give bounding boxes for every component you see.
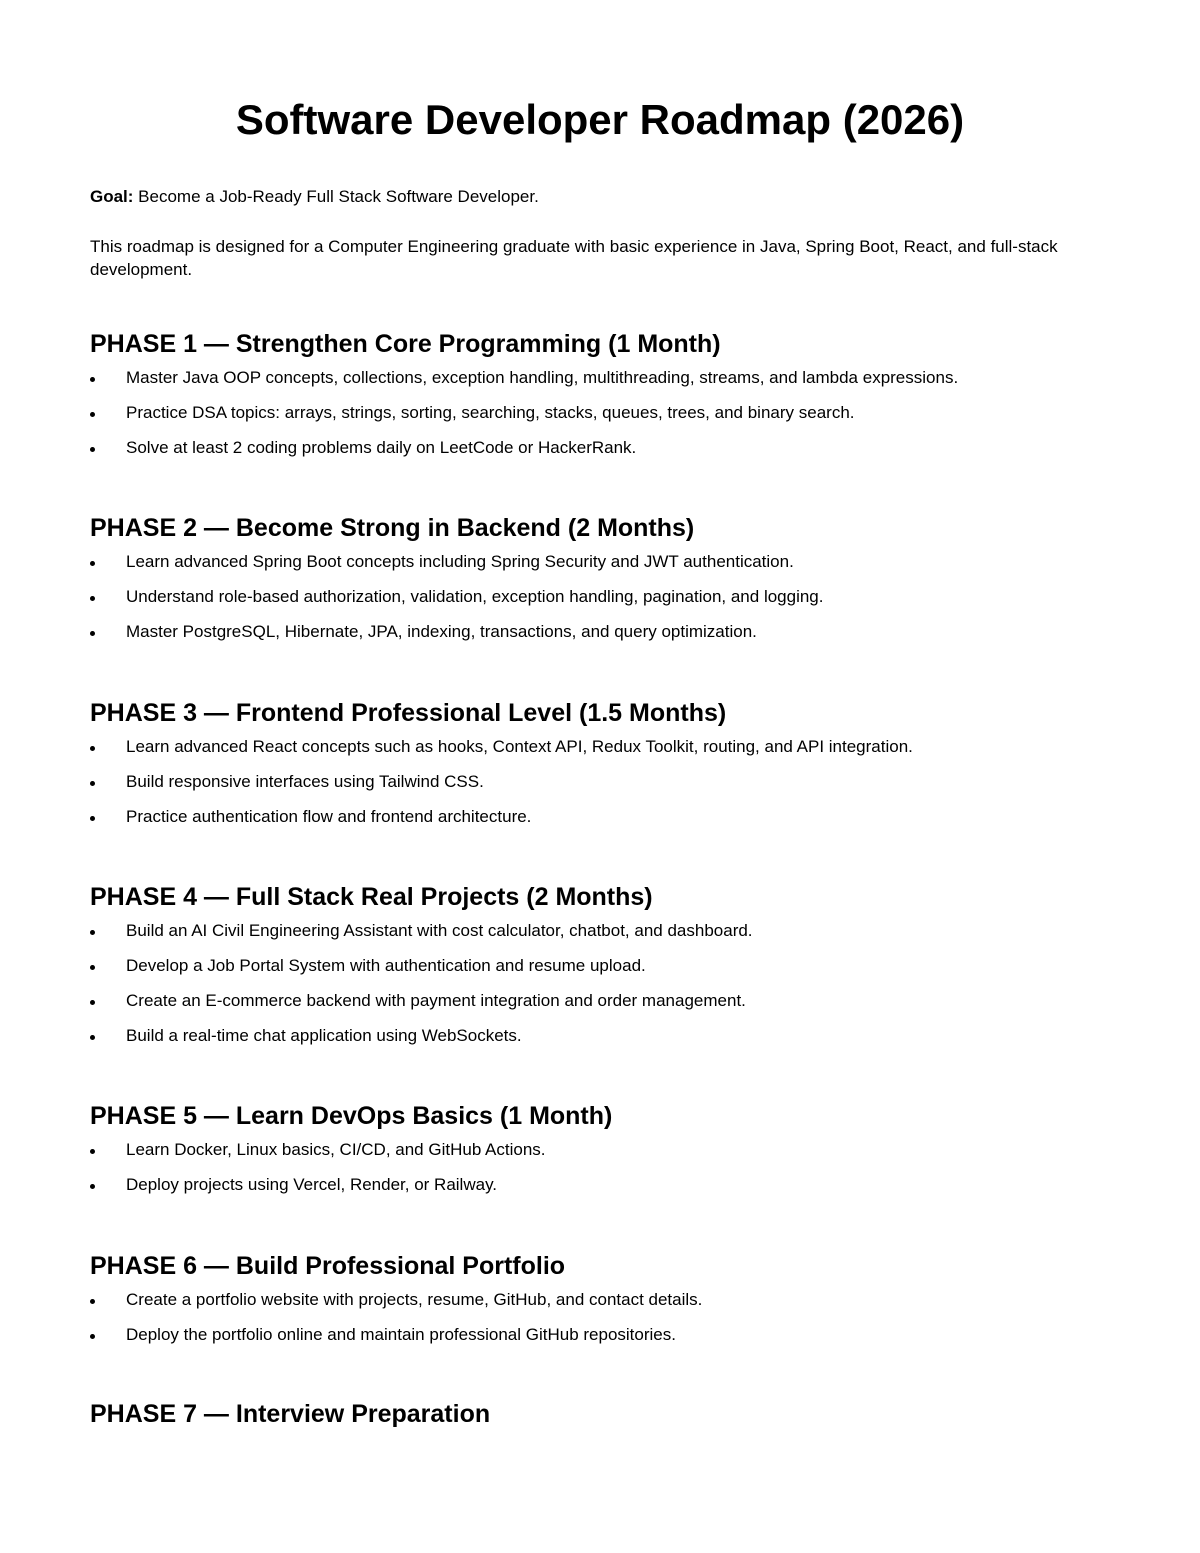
goal-label: Goal: <box>90 187 134 206</box>
bullet-icon <box>90 1184 95 1189</box>
list-item-text: Build a real-time chat application using WebSockets. <box>126 1026 522 1045</box>
bullet-icon <box>90 1334 95 1339</box>
phase-5-list <box>90 1139 1110 1196</box>
phase-1-section <box>90 327 1110 472</box>
phase-6-heading: PHASE 6 — Build Professional Portfolio <box>90 1252 566 1280</box>
list-item <box>90 621 1110 643</box>
bullet-icon <box>90 816 95 821</box>
goal-text: Become a Job-Ready Full Stack Software Developer. <box>133 187 539 206</box>
list-item <box>90 1289 1110 1311</box>
list-item <box>90 1324 1110 1346</box>
bullet-icon <box>90 1299 95 1304</box>
list-item <box>90 920 1110 942</box>
bullet-icon <box>90 412 95 417</box>
list-item-text: Build responsive interfaces using Tailwind CSS. <box>126 772 484 791</box>
list-item <box>90 551 1110 573</box>
bullet-icon <box>90 561 95 566</box>
list-item <box>90 771 1110 793</box>
intro-paragraph: This roadmap is designed for a Computer Engineering graduate with basic experience in Java, Spring Boot, React, and full-stack development. <box>90 237 1058 279</box>
phase-4-section <box>90 880 1110 1060</box>
phase-7-section <box>90 1397 1110 1431</box>
phase-5-heading: PHASE 5 — Learn DevOps Basics (1 Month) <box>90 1102 613 1130</box>
bullet-icon <box>90 930 95 935</box>
list-item <box>90 806 1110 828</box>
list-item <box>90 955 1110 977</box>
bullet-icon <box>90 1000 95 1005</box>
bullet-icon <box>90 1035 95 1040</box>
phase-3-heading: PHASE 3 — Frontend Professional Level (1.5 Months) <box>90 699 727 727</box>
bullet-icon <box>90 631 95 636</box>
bullet-icon <box>90 596 95 601</box>
phase-3-list <box>90 736 1110 828</box>
list-item-text: Create an E-commerce backend with payment integration and order management. <box>126 991 746 1010</box>
list-item-text: Learn Docker, Linux basics, CI/CD, and GitHub Actions. <box>126 1140 546 1159</box>
list-item-text: Understand role-based authorization, validation, exception handling, pagination, and logging. <box>126 587 824 606</box>
list-item-text: Master PostgreSQL, Hibernate, JPA, indexing, transactions, and query optimization. <box>126 622 757 641</box>
list-item-text: Develop a Job Portal System with authentication and resume upload. <box>126 956 646 975</box>
list-item-text: Master Java OOP concepts, collections, exception handling, multithreading, streams, and lambda expressions. <box>126 368 959 387</box>
phase-6-section <box>90 1249 1110 1359</box>
phase-5-section <box>90 1099 1110 1209</box>
bullet-icon <box>90 447 95 452</box>
list-item-text: Build an AI Civil Engineering Assistant with cost calculator, chatbot, and dashboard. <box>126 921 753 940</box>
goal-line <box>90 186 539 208</box>
bullet-icon <box>90 781 95 786</box>
phase-2-list <box>90 551 1110 643</box>
phase-7-heading: PHASE 7 — Interview Preparation <box>90 1400 491 1428</box>
list-item <box>90 1139 1110 1161</box>
phase-3-section <box>90 696 1110 841</box>
list-item <box>90 367 1110 389</box>
bullet-icon <box>90 746 95 751</box>
phase-2-heading: PHASE 2 — Become Strong in Backend (2 Months) <box>90 514 695 542</box>
list-item-text: Deploy projects using Vercel, Render, or Railway. <box>126 1175 498 1194</box>
list-item <box>90 1025 1110 1047</box>
list-item <box>90 736 1110 758</box>
list-item-text: Deploy the portfolio online and maintain professional GitHub repositories. <box>126 1325 676 1344</box>
phase-1-list <box>90 367 1110 459</box>
list-item-text: Practice DSA topics: arrays, strings, sorting, searching, stacks, queues, trees, and binary search. <box>126 403 855 422</box>
list-item-text: Create a portfolio website with projects, resume, GitHub, and contact details. <box>126 1290 703 1309</box>
phase-6-list <box>90 1289 1110 1346</box>
bullet-icon <box>90 377 95 382</box>
phase-1-heading: PHASE 1 — Strengthen Core Programming (1 Month) <box>90 330 721 358</box>
list-item-text: Practice authentication flow and frontend architecture. <box>126 807 532 826</box>
list-item <box>90 990 1110 1012</box>
list-item <box>90 1174 1110 1196</box>
list-item-text: Learn advanced Spring Boot concepts including Spring Security and JWT authentication. <box>126 552 794 571</box>
list-item <box>90 586 1110 608</box>
phase-4-list <box>90 920 1110 1047</box>
document-title: Software Developer Roadmap (2026) <box>235 96 965 143</box>
list-item <box>90 402 1110 424</box>
list-item <box>90 437 1110 459</box>
list-item-text: Solve at least 2 coding problems daily on LeetCode or HackerRank. <box>126 438 637 457</box>
phase-2-section <box>90 511 1110 656</box>
bullet-icon <box>90 965 95 970</box>
list-item-text: Learn advanced React concepts such as hooks, Context API, Redux Toolkit, routing, and API integration. <box>126 737 913 756</box>
bullet-icon <box>90 1149 95 1154</box>
phase-4-heading: PHASE 4 — Full Stack Real Projects (2 Months) <box>90 883 653 911</box>
